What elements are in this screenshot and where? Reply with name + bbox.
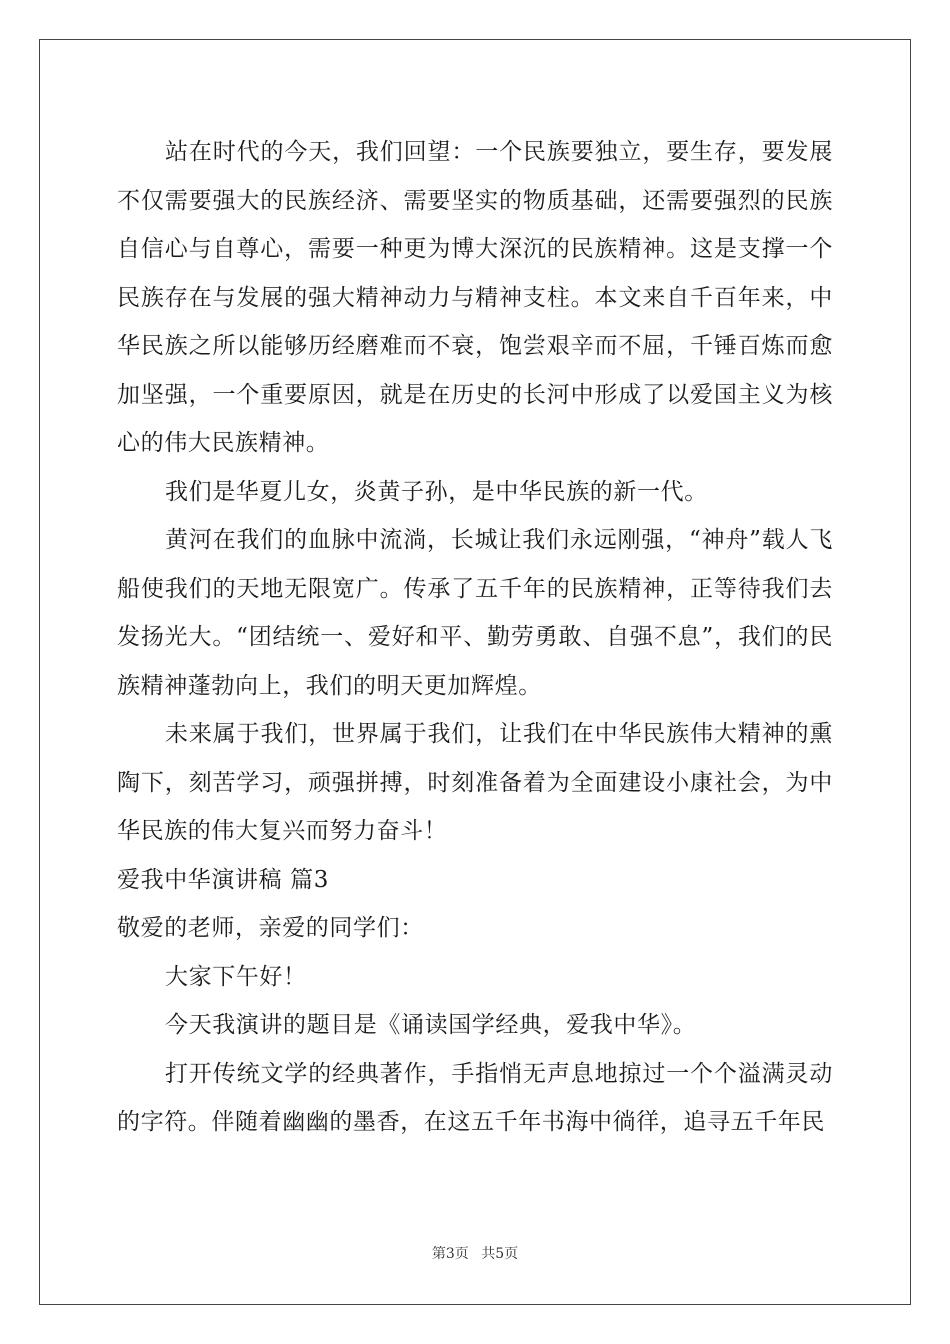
salutation: 敬爱的老师，亲爱的同学们：: [117, 915, 424, 941]
greeting: 大家下午好！: [165, 963, 307, 990]
page-number: 第3页: [431, 1246, 469, 1262]
paragraph: 打开传统文学的经典著作，手指悄无声息地掠过一个个溢满灵动的字符。伴随着幽幽的墨香，在这五千年书海中徜徉，追寻五千年民: [117, 1060, 833, 1135]
paragraph: 我们是华夏儿女，炎黄子孙，是中华民族的新一代。: [165, 478, 708, 505]
paragraph: 站在时代的今天，我们回望：一个民族要独立，要生存，要发展不仅需要强大的民族经济、需要坚实的物质基础，还需要强烈的民族自信心与自尊心，需要一种更为博大深沉的民族精神。这是支撑一个民族存在与发展的强大精神动力与精神支柱。本文来自千百年来，中华民族之所以能够历经磨难而不衰，饱尝艰辛而不屈，千锤百炼而愈加坚强，一个重要原因，就是在历史的长河中形成了以爱国主义为核心的伟大民族精神。: [117, 139, 833, 456]
page-footer: [0, 1243, 950, 1263]
paragraph: 今天我演讲的题目是《诵读国学经典，爱我中华》。: [165, 1012, 697, 1038]
document-body: [117, 128, 833, 1147]
page-total: 共5页: [481, 1246, 519, 1262]
paragraph: 未来属于我们，世界属于我们，让我们在中华民族伟大精神的熏陶下，刻苦学习，顽强拼搏，时刻准备着为全面建设小康社会，为中华民族的伟大复兴而努力奋斗！: [117, 721, 833, 844]
paragraph: 黄河在我们的血脉中流淌，长城让我们永远刚强，“神舟”载人飞船使我们的天地无限宽广。传承了五千年的民族精神，正等待我们去发扬光大。“团结统一、爱好和平、勤劳勇敢、自强不息”，我们的民族精神蓬勃向上，我们的明天更加辉煌。: [117, 527, 833, 699]
section-heading: 爱我中华演讲稿 篇3: [117, 866, 329, 893]
